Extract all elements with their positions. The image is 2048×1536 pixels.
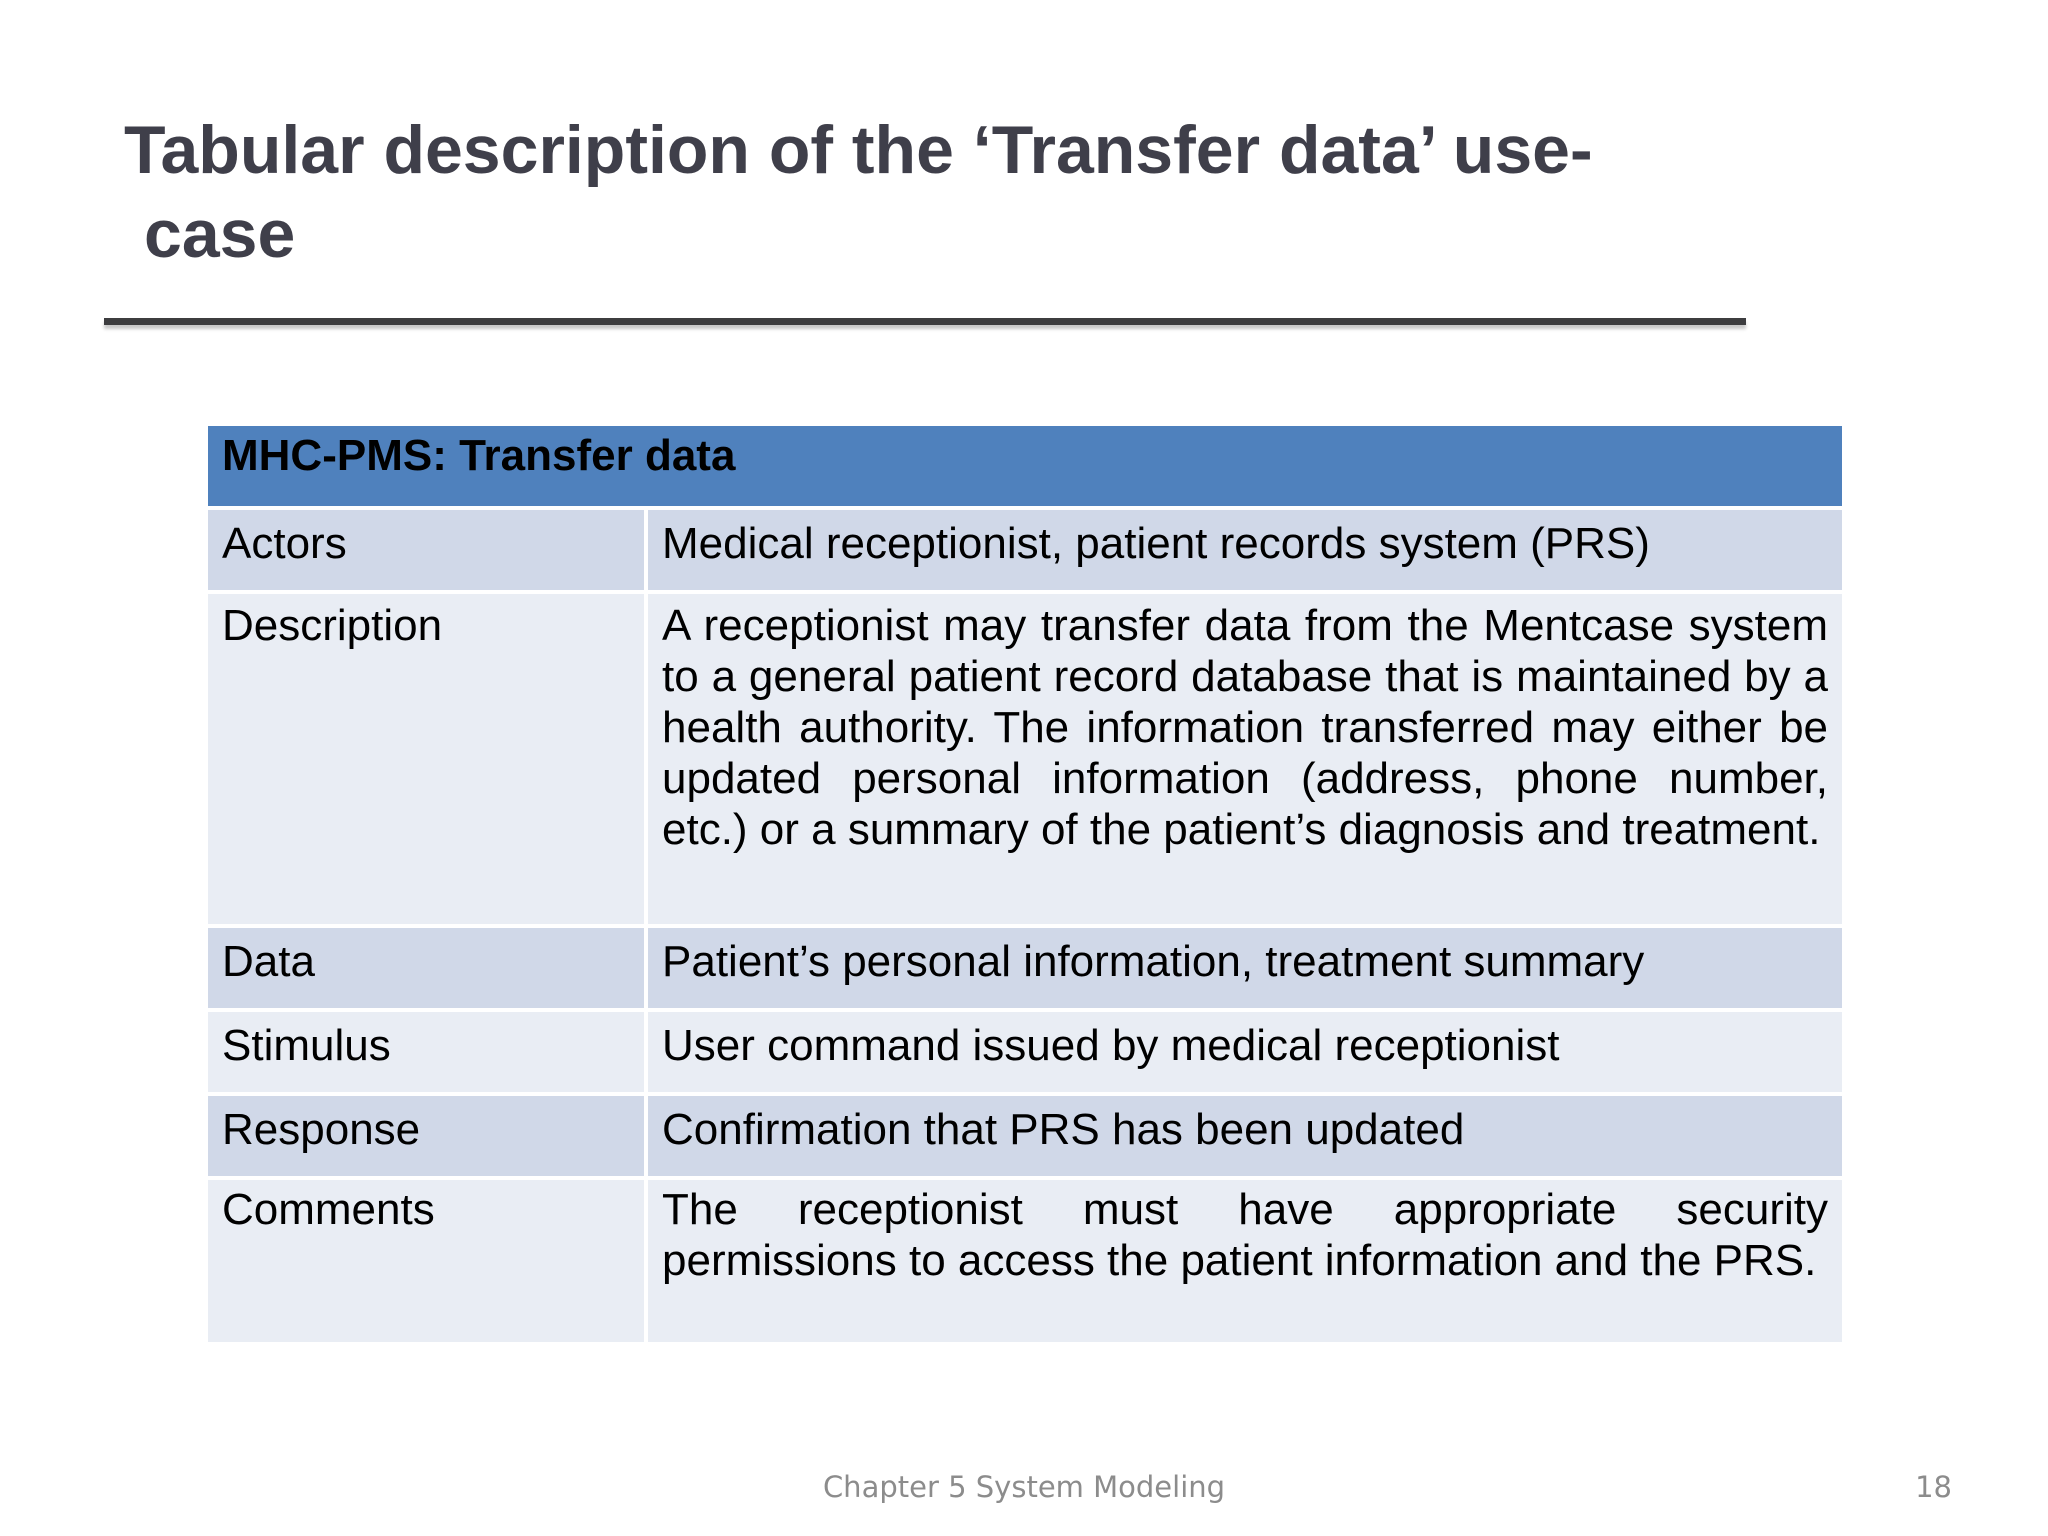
row-label: Response xyxy=(206,1094,646,1178)
slide-title-line2: case xyxy=(144,196,296,272)
table-row-response xyxy=(206,1094,1844,1178)
table-header-row xyxy=(206,424,1844,508)
row-label: Comments xyxy=(206,1178,646,1344)
slide-title-line1: Tabular description of the ‘Transfer data’ use- xyxy=(124,112,1593,188)
row-label: Actors xyxy=(206,508,646,592)
table-row-data xyxy=(206,926,1844,1010)
table-row-description xyxy=(206,592,1844,926)
row-label: Stimulus xyxy=(206,1010,646,1094)
use-case-table xyxy=(204,422,1846,1346)
footer-chapter: Chapter 5 System Modeling xyxy=(822,1470,1226,1504)
table-row-comments xyxy=(206,1178,1844,1344)
title-divider xyxy=(104,318,1746,325)
row-value: Patient’s personal information, treatment summary xyxy=(646,926,1844,1010)
row-value: Medical receptionist, patient records system (PRS) xyxy=(646,508,1844,592)
row-label: Description xyxy=(206,592,646,926)
table-row-actors xyxy=(206,508,1844,592)
table-header: MHC-PMS: Transfer data xyxy=(206,424,1844,508)
row-label: Data xyxy=(206,926,646,1010)
page-number: 18 xyxy=(1915,1470,1952,1504)
row-value: A receptionist may transfer data from the Mentcase system to a general patient record database that is maintained by a health authority. The information transferred may either be updated personal information (address, phone number, etc.) or a summary of the patient’s diagnosis and treatment. xyxy=(646,592,1844,926)
row-value: Confirmation that PRS has been updated xyxy=(646,1094,1844,1178)
table-row-stimulus xyxy=(206,1010,1844,1094)
slide-title xyxy=(124,108,1684,276)
row-value: User command issued by medical receptionist xyxy=(646,1010,1844,1094)
row-value: The receptionist must have appropriate security permissions to access the patient information and the PRS. xyxy=(646,1178,1844,1344)
